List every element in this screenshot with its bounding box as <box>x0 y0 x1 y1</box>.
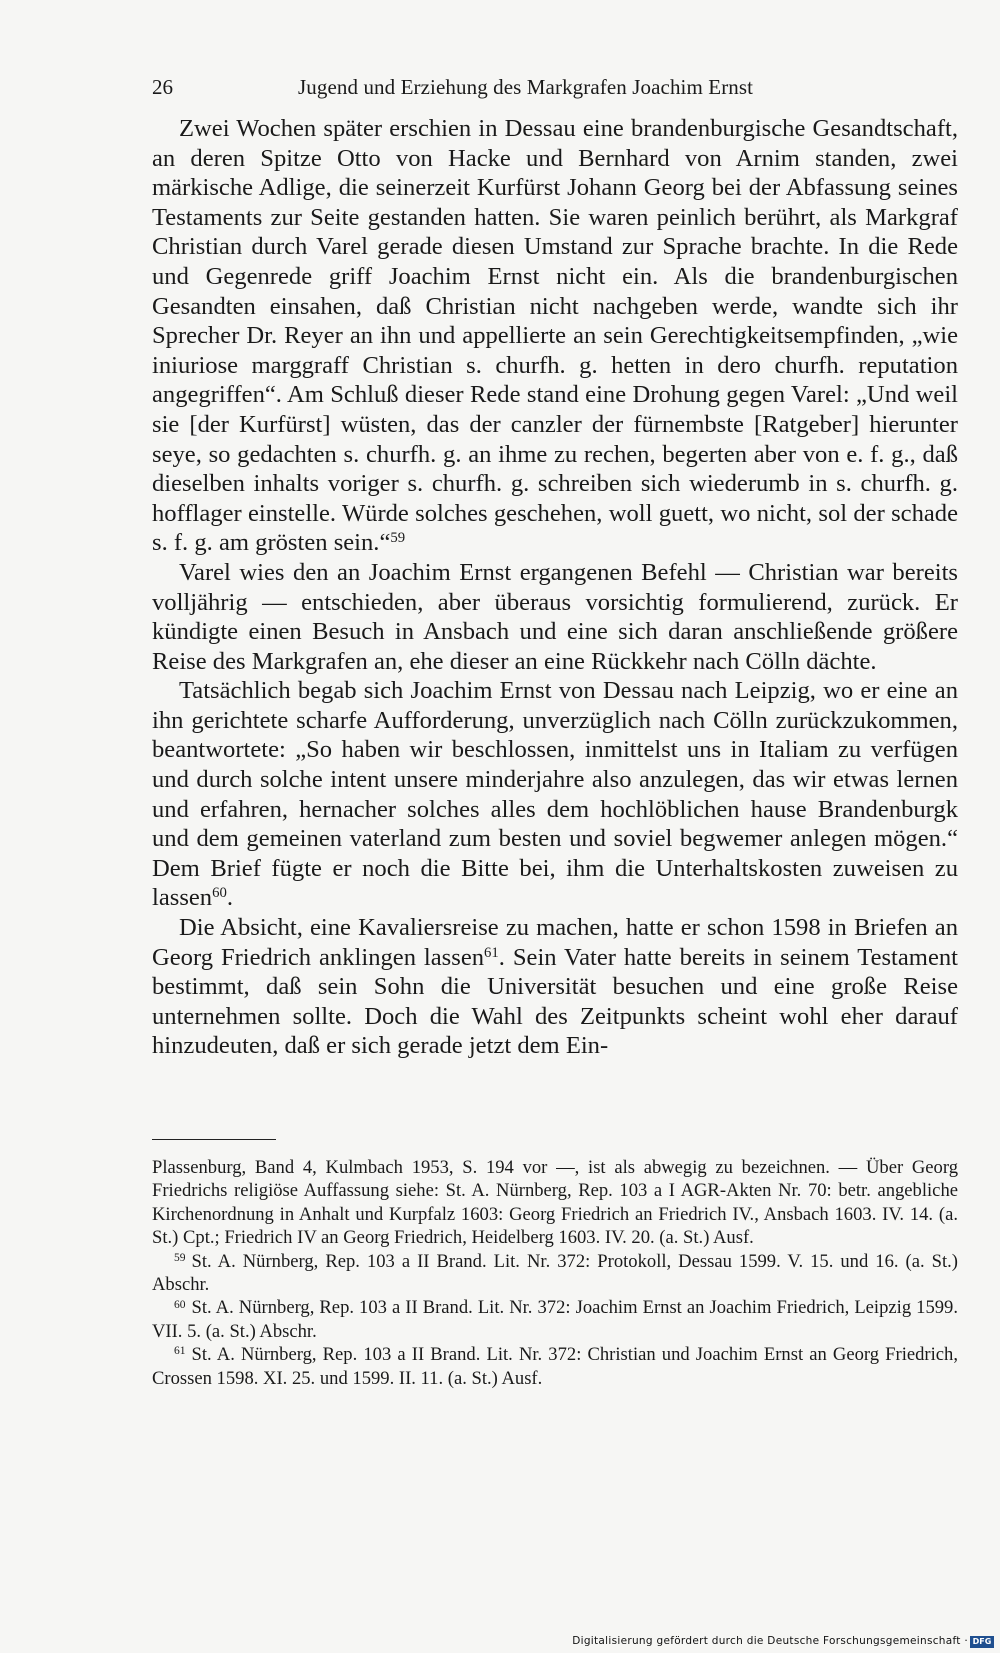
footnote-continuation: Plassenburg, Band 4, Kulmbach 1953, S. 194 vor —, ist als abwegig zu bezeichnen. — Über Georg Friedrichs religiöse Auffassung siehe: St. A. Nürnberg, Rep. 103 a I AGR-Akten Nr. 70: betr. angebliche Kirchenordnung in Anhalt und Kurpfalz 1603: Georg Friedrich an Friedrich IV., Ansbach 1603. IV. 14. (a. St.) Cpt.; Friedrich IV an Georg Friedrich, Heidelberg 1603. IV. 20. (a. St.) Ausf. <box>152 1157 958 1249</box>
running-head <box>152 72 832 102</box>
footnote <box>152 1250 958 1297</box>
footnote-separator <box>152 1139 276 1140</box>
footnote-text: St. A. Nürnberg, Rep. 103 a II Brand. Lit. Nr. 372: Joachim Ernst an Joachim Friedrich, Leipzig 1599. VII. 5. (a. St.) Abschr. <box>152 1297 958 1342</box>
dfg-logo: DFG <box>970 1636 994 1648</box>
paragraph-text: . Sein Vater hatte bereits in seinem Testament bestimmt, daß sein Sohn die Universität besuchen und eine große Reise unternehmen sollte. Doch die Wahl des Zeitpunkts scheint wohl eher darauf hinzudeuten, daß er sich gerade jetzt dem Ein- <box>152 943 958 1060</box>
page-number: 26 <box>152 75 173 99</box>
paragraph <box>152 913 958 1061</box>
footnote <box>152 1296 958 1343</box>
footnote <box>152 1343 958 1390</box>
paragraph <box>152 114 958 558</box>
paragraph-text: Zwei Wochen später erschien in Dessau eine brandenburgische Gesandtschaft, an deren Spitze Otto von Hacke und Bernhard von Arnim standen, zwei märkische Adlige, die seinerzeit Kurfürst Johann Georg bei der Abfassung seines Testaments zur Seite gestanden hatten. Sie waren peinlich berührt, als Markgraf Christian durch Varel gerade diesen Umstand zur Sprache brachte. In die Rede und Gegenrede griff Joachim Ernst nicht ein. Als die brandenburgischen Gesandten einsahen, daß Christian nicht nachgeben werde, wandte sich ihr Sprecher Dr. Reyer an ihn und appellierte an sein Gerechtigkeitsempfinden, „wie iniuriose marggraff Christian s. churfh. g. hetten in dero churfh. reputation angegriffen“. Am Schluß dieser Rede stand eine Drohung gegen Varel: „Und weil sie [der Kurfürst] wüsten, das der canzler der fürnembste [Ratgeber] hierunter seye, so gedachten s. churfh. g. an ihme zu rechen, begerten aber von e. f. g., daß dieselben inhalts voriger s. churfh. g. schreiben sich wiederumb in s. churfh. g. hofflager einstelle. Würde solches geschehen, woll guett, wo nicht, sol der schade s. f. g. am grösten sein.“ <box>152 115 958 557</box>
footnote-reference[interactable]: 60 <box>212 885 227 902</box>
paragraph-text: . <box>226 884 234 912</box>
paragraph <box>152 676 958 913</box>
footnote-text: St. A. Nürnberg, Rep. 103 a II Brand. Lit. Nr. 372: Protokoll, Dessau 1599. V. 15. und 16. (a. St.) Abschr. <box>152 1250 958 1296</box>
paragraph <box>152 558 958 676</box>
footnote-number: 60 <box>174 1298 186 1311</box>
body-text <box>152 114 958 1061</box>
paragraph-text: Tatsächlich begab sich Joachim Ernst von Dessau nach Leipzig, wo er eine an ihn gerichtete scharfe Aufforderung, unverzüglich nach Cölln zurückzukommen, beantwortete: „So haben wir beschlossen, inmittelst uns in Italiam zu verfügen und durch solche intent unsere minderjahre also anzulegen, das wir etwas lernen und erfahren, hernacher solches alles dem hochlöblichen hause Brandenburgk und dem gemeinen vaterland zum besten und soviel begwemer anlegen mögen.“ Dem Brief fügte er noch die Bitte bei, ihm die Unterhaltskosten zuweisen zu lassen <box>152 677 958 912</box>
digitization-credit: Digitalisierung gefördert durch die Deutsche Forschungsgemeinschaft · <box>572 1635 968 1647</box>
paragraph-text: Varel wies den an Joachim Ernst ergangenen Befehl — Christian war bereits volljährig — entschieden, aber überaus vorsichtig formulierend, zurück. Er kündigte einen Besuch in Ansbach und eine sich daran anschließende größere Reise des Markgrafen an, ehe dieser an eine Rückkehr nach Cölln dächte. <box>152 558 958 675</box>
running-title: Jugend und Erziehung des Markgrafen Joachim Ernst <box>298 75 754 99</box>
footnote-reference[interactable]: 59 <box>390 530 406 547</box>
footnote-number: 61 <box>174 1345 186 1358</box>
footnotes <box>152 1156 958 1390</box>
footnote-number: 59 <box>174 1251 186 1264</box>
footnote-text: St. A. Nürnberg, Rep. 103 a II Brand. Lit. Nr. 372: Christian und Joachim Ernst an Georg Friedrich, Crossen 1598. XI. 25. und 1599. II. 11. (a. St.) Ausf. <box>152 1344 958 1389</box>
footnote-reference[interactable]: 61 <box>484 944 499 961</box>
paragraph-text: Die Absicht, eine Kavaliersreise zu machen, hatte er schon 1598 in Briefen an Georg Friedrich anklingen lassen <box>152 914 958 971</box>
